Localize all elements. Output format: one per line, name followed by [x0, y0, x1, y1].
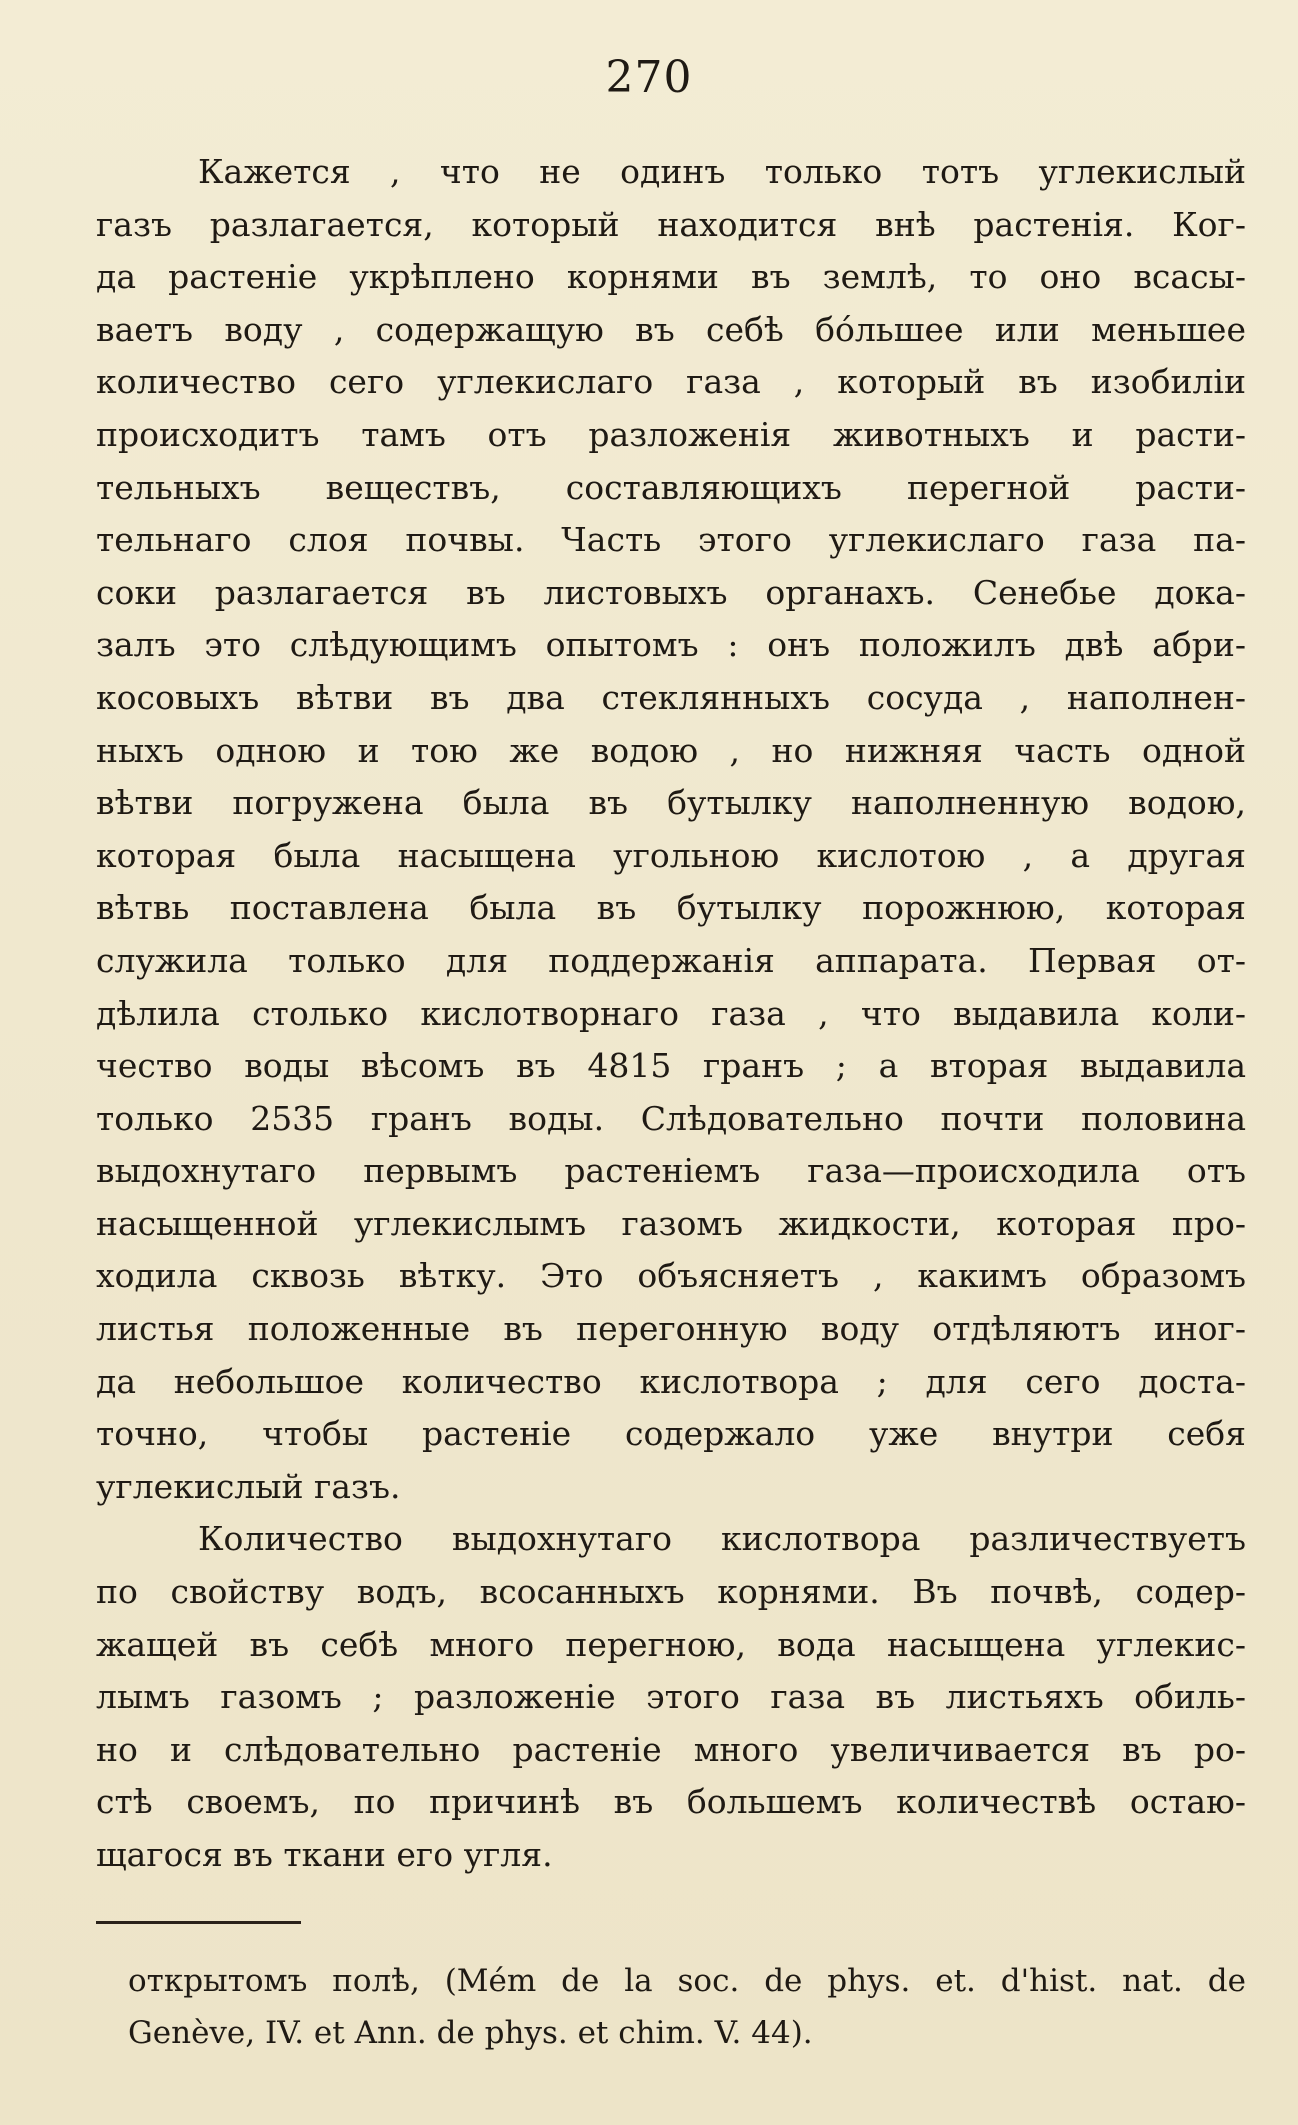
text-line: дѣлила столько кислотворнаго газа , что выдавила коли- — [96, 993, 1246, 1033]
text-line: соки разлагается въ листовыхъ органахъ. Сенебье дока- — [96, 572, 1246, 612]
footnote-line: открытомъ полѣ, (Mém de la soc. de phys. et. d'hist. nat. de — [128, 1963, 1246, 1999]
paragraph-1 — [96, 146, 1246, 1513]
footnote-line: Genève, IV. et Ann. de phys. et chim. V. 44). — [128, 2015, 813, 2051]
text-line: щагося въ ткани его угля. — [96, 1835, 553, 1874]
text-line: лымъ газомъ ; разложеніе этого газа въ листьяхъ обиль- — [96, 1677, 1246, 1717]
text-line: происходитъ тамъ отъ разложенія животныхъ и расти- — [96, 414, 1246, 454]
text-line: вѣтвь поставлена была въ бутылку порожнюю, которая — [96, 888, 1246, 928]
text-line: ныхъ одною и тою же водою , но нижняя часть одной — [96, 730, 1246, 770]
text-line: Кажется , что не одинъ только тотъ углекислый — [198, 152, 1246, 191]
text-line: только 2535 гранъ воды. Слѣдовательно почти половина — [96, 1098, 1246, 1138]
text-line: выдохнутаго первымъ растеніемъ газа—происходила отъ — [96, 1151, 1246, 1191]
text-line: чество воды вѣсомъ въ 4815 гранъ ; а вторая выдавила — [96, 1046, 1246, 1086]
text-line: косовыхъ вѣтви въ два стеклянныхъ сосуда , наполнен- — [96, 677, 1246, 717]
text-line: Количество выдохнутаго кислотвора различествуетъ — [198, 1519, 1246, 1559]
text-line: количество сего углекислаго газа , который въ изобиліи — [96, 362, 1246, 402]
text-line: которая была насыщена угольною кислотою , а другая — [96, 835, 1246, 875]
text-line: да небольшое количество кислотвора ; для сего доста- — [96, 1361, 1246, 1401]
main-text — [96, 146, 1246, 1882]
text-line: тельнаго слоя почвы. Часть этого углекислаго газа па- — [96, 520, 1246, 560]
text-line: насыщенной углекислымъ газомъ жидкости, которая про- — [96, 1203, 1246, 1243]
text-line: но и слѣдовательно растеніе много увеличивается въ ро- — [96, 1729, 1246, 1769]
footnote — [128, 1955, 1246, 2059]
page-number: 270 — [605, 52, 693, 103]
text-line: углекислый газъ. — [96, 1466, 401, 1506]
footnote-divider — [96, 1921, 301, 1924]
text-line: газъ разлагается, который находится внѣ растенія. Ког- — [96, 204, 1246, 244]
text-line: тельныхъ веществъ, составляющихъ перегной расти- — [96, 467, 1246, 507]
text-line: точно, чтобы растеніе содержало уже внутри себя — [96, 1414, 1246, 1454]
text-line: вѣтви погружена была въ бутылку наполненную водою, — [96, 783, 1246, 823]
text-line: по свойству водъ, всосанныхъ корнями. Въ почвѣ, содер- — [96, 1572, 1246, 1612]
text-line: листья положенные въ перегонную воду отдѣляютъ иног- — [96, 1309, 1246, 1349]
text-line: жащей въ себѣ много перегною, вода насыщена углекис- — [96, 1624, 1246, 1664]
text-line: да растеніе укрѣплено корнями въ землѣ, то оно всасы- — [96, 257, 1246, 297]
text-line: служила только для поддержанія аппарата. Первая от- — [96, 940, 1246, 980]
paragraph-2 — [96, 1513, 1246, 1881]
text-line: залъ это слѣдующимъ опытомъ : онъ положилъ двѣ абри- — [96, 625, 1246, 665]
text-line: ходила сквозь вѣтку. Это объясняетъ , какимъ образомъ — [96, 1256, 1246, 1296]
text-line: ваетъ воду , содержащую въ себѣ бо́льшее или меньшее — [96, 309, 1246, 349]
text-line: стѣ своемъ, по причинѣ въ большемъ количествѣ остаю- — [96, 1782, 1246, 1822]
